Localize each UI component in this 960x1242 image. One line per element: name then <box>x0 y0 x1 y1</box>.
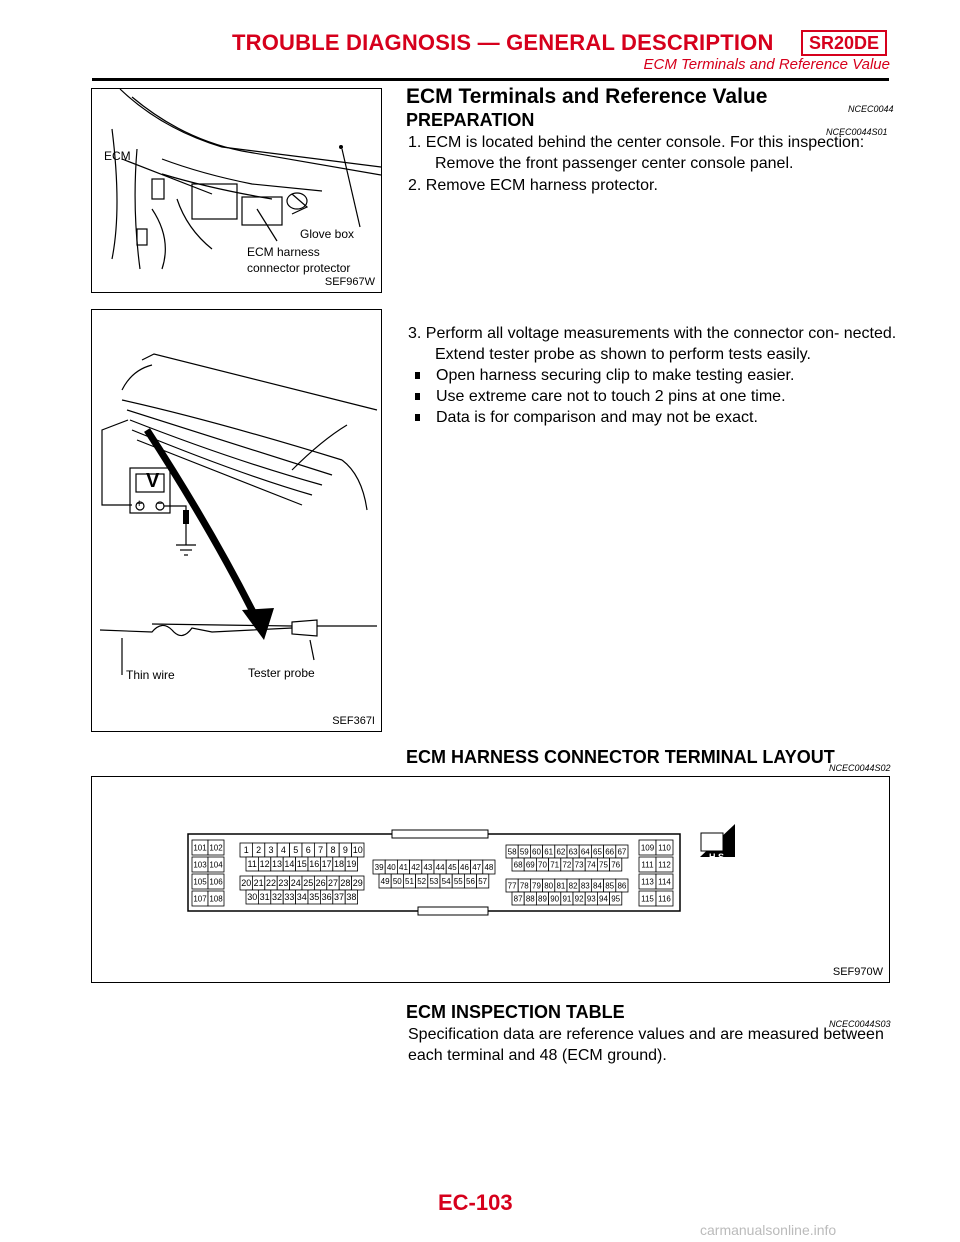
page-number: EC-103 <box>438 1190 513 1215</box>
terminal-number: 37 <box>333 892 345 903</box>
terminal-number: 88 <box>525 894 535 904</box>
terminal-number: 10 <box>352 845 363 856</box>
section-title: ECM Terminals and Reference Value <box>406 85 768 108</box>
terminal-number: 41 <box>399 862 408 872</box>
terminal-number: 31 <box>259 892 270 903</box>
terminal-number: 25 <box>303 878 314 889</box>
terminal-number: 66 <box>605 847 615 857</box>
terminal-number: 52 <box>417 876 427 886</box>
figure-code: SEF967W <box>324 276 375 288</box>
terminal-number: 92 <box>574 894 584 904</box>
terminal-number: 106 <box>209 877 223 887</box>
terminal-number: 28 <box>340 878 351 889</box>
terminal-number: 12 <box>259 859 270 870</box>
terminal-number: 110 <box>658 843 671 853</box>
label-thin-wire: Thin wire <box>126 668 175 682</box>
terminal-number: 104 <box>209 860 223 870</box>
terminal-number: 53 <box>429 876 439 886</box>
terminal-number: 39 <box>374 862 384 872</box>
terminal-number: 55 <box>453 876 463 886</box>
figure-tester-probe <box>91 309 382 732</box>
terminal-number: 11 <box>247 859 257 870</box>
terminal-number: 8 <box>330 845 336 856</box>
terminal-number: 59 <box>519 847 529 857</box>
terminal-number: 47 <box>472 862 482 872</box>
terminal-number: 65 <box>593 847 602 857</box>
terminal-number: 61 <box>544 847 554 857</box>
meter-minus: − <box>156 498 163 510</box>
terminal-number: 68 <box>513 860 523 870</box>
terminal-number: 36 <box>321 892 332 903</box>
section-code: NCEC0044 <box>848 104 894 114</box>
terminal-number: 18 <box>333 859 345 870</box>
terminal-number: 35 <box>309 892 320 903</box>
terminal-number: 115 <box>641 894 654 904</box>
meter-label: V <box>146 470 160 492</box>
terminal-number: 21 <box>253 878 264 889</box>
terminal-number: 74 <box>586 860 596 870</box>
terminal-number: 81 <box>556 881 566 891</box>
terminal-number: 64 <box>580 847 590 857</box>
hs-label: H.S. <box>709 852 727 862</box>
terminal-number: 77 <box>507 881 517 891</box>
layout-code: NCEC0044S02 <box>829 763 891 773</box>
terminal-number: 29 <box>352 878 363 889</box>
terminal-number: 46 <box>460 862 469 872</box>
terminal-number: 107 <box>193 894 207 904</box>
terminal-number: 32 <box>271 892 283 903</box>
terminal-number: 43 <box>423 862 433 872</box>
terminal-number: 50 <box>392 876 402 886</box>
terminal-number: 15 <box>296 859 307 870</box>
terminal-number: 112 <box>658 860 671 870</box>
terminal-number: 111 <box>641 860 654 870</box>
terminal-number: 62 <box>556 847 566 857</box>
terminal-number: 105 <box>193 877 207 887</box>
terminal-number: 93 <box>586 894 596 904</box>
terminal-number: 51 <box>405 876 414 886</box>
terminal-number: 2 <box>256 845 262 856</box>
step-3: 3. Perform all voltage measurements with the connector con- nected. Extend tester probe as shown to perform tests easily. <box>408 325 897 363</box>
terminal-number: 30 <box>247 892 258 903</box>
terminal-number: 91 <box>562 894 572 904</box>
terminal-number: 89 <box>538 894 547 904</box>
terminal-number: 79 <box>532 881 541 891</box>
terminal-number: 5 <box>293 845 299 856</box>
terminal-number: 26 <box>315 878 326 889</box>
terminal-number: 17 <box>321 859 332 870</box>
terminal-number: 87 <box>513 894 523 904</box>
terminal-number: 24 <box>290 878 301 889</box>
header-subtitle: ECM Terminals and Reference Value <box>643 56 890 73</box>
terminal-number: 9 <box>342 845 348 856</box>
figure-code: SEF970W <box>832 966 883 978</box>
label-tester-probe: Tester probe <box>248 666 315 680</box>
terminal-number: 22 <box>265 878 277 889</box>
terminal-number: 72 <box>562 860 572 870</box>
preparation-title: PREPARATION <box>406 110 535 130</box>
inspection-text: Specification data are reference values and are measured between each terminal and 48 (ECM ground). <box>408 1026 884 1064</box>
terminal-number: 20 <box>241 878 252 889</box>
inspection-code: NCEC0044S03 <box>829 1019 891 1029</box>
terminal-number: 7 <box>318 845 324 856</box>
terminal-number: 45 <box>447 862 457 872</box>
terminal-number: 56 <box>466 876 475 886</box>
terminal-number: 57 <box>478 876 488 886</box>
terminal-number: 76 <box>611 860 621 870</box>
terminal-number: 75 <box>599 860 608 870</box>
watermark-url: carmanualsonline.info <box>700 1222 837 1238</box>
terminal-number: 3 <box>268 845 274 856</box>
terminal-number: 14 <box>284 859 295 870</box>
terminal-number: 116 <box>658 894 671 904</box>
label-glove-box: Glove box <box>300 227 355 241</box>
terminal-number: 33 <box>284 892 295 903</box>
header-rule <box>92 78 889 81</box>
meter-plus: + <box>136 498 143 510</box>
terminal-number: 113 <box>641 877 654 887</box>
figure-code: SEF367I <box>332 715 375 727</box>
terminal-number: 73 <box>574 860 584 870</box>
terminal-number: 19 <box>346 859 357 870</box>
bullet-item: Data is for comparison and may not be exact. <box>408 407 890 428</box>
terminal-number: 44 <box>435 862 445 872</box>
label-ecm: ECM <box>104 149 131 163</box>
terminal-number: 101 <box>193 843 207 853</box>
terminal-number: 78 <box>519 881 529 891</box>
bullet-item: Open harness securing clip to make testing easier. <box>408 365 890 386</box>
terminal-number: 102 <box>209 843 223 853</box>
terminal-number: 40 <box>386 862 396 872</box>
model-badge: SR20DE <box>801 30 887 56</box>
connector-layout-diagram <box>92 777 889 982</box>
terminal-number: 114 <box>658 877 671 887</box>
terminal-number: 1 <box>243 845 249 856</box>
terminal-number: 90 <box>550 894 560 904</box>
terminal-number: 95 <box>611 894 621 904</box>
figure-connector-layout <box>91 776 890 983</box>
terminal-number: 6 <box>305 845 311 856</box>
terminal-number: 63 <box>568 847 578 857</box>
terminal-number: 108 <box>209 894 223 904</box>
terminal-number: 69 <box>525 860 535 870</box>
terminal-number: 60 <box>532 847 541 857</box>
label-protector-2: connector protector <box>247 261 351 275</box>
bullet-list <box>408 344 890 428</box>
inspection-title: ECM INSPECTION TABLE <box>406 1002 625 1022</box>
terminal-number: 67 <box>617 847 627 857</box>
terminal-number: 54 <box>441 876 451 886</box>
bullet-item: Use extreme care not to touch 2 pins at one time. <box>408 386 890 407</box>
label-protector-1: ECM harness <box>247 245 320 259</box>
figure-ecm-location <box>91 88 382 293</box>
terminal-number: 86 <box>617 881 627 891</box>
terminal-number: 70 <box>538 860 547 870</box>
terminal-number: 82 <box>568 881 578 891</box>
terminal-number: 16 <box>309 859 320 870</box>
terminal-number: 83 <box>580 881 590 891</box>
step-1: 1. ECM is located behind the center console. For this inspection: Remove the front passenger center console panel. <box>408 134 865 172</box>
header-title: TROUBLE DIAGNOSIS — GENERAL DESCRIPTION <box>232 30 774 55</box>
step-2: 2. Remove ECM harness protector. <box>408 177 658 194</box>
terminal-number: 103 <box>193 860 207 870</box>
terminal-number: 23 <box>278 878 289 889</box>
terminal-number: 42 <box>411 862 421 872</box>
terminal-number: 71 <box>550 860 560 870</box>
preparation-code: NCEC0044S01 <box>826 127 888 137</box>
terminal-number: 109 <box>640 843 655 853</box>
terminal-number: 80 <box>544 881 554 891</box>
terminal-number: 84 <box>593 881 602 891</box>
terminal-number: 27 <box>327 878 339 889</box>
terminal-number: 94 <box>599 894 608 904</box>
terminal-number: 4 <box>280 845 286 856</box>
terminal-number: 13 <box>271 859 283 870</box>
terminal-number: 85 <box>605 881 615 891</box>
terminal-number: 48 <box>484 862 494 872</box>
layout-title: ECM HARNESS CONNECTOR TERMINAL LAYOUT <box>406 747 835 767</box>
terminal-number: 34 <box>296 892 307 903</box>
terminal-number: 58 <box>507 847 517 857</box>
terminal-number: 49 <box>380 876 390 886</box>
terminal-number: 38 <box>346 892 357 903</box>
